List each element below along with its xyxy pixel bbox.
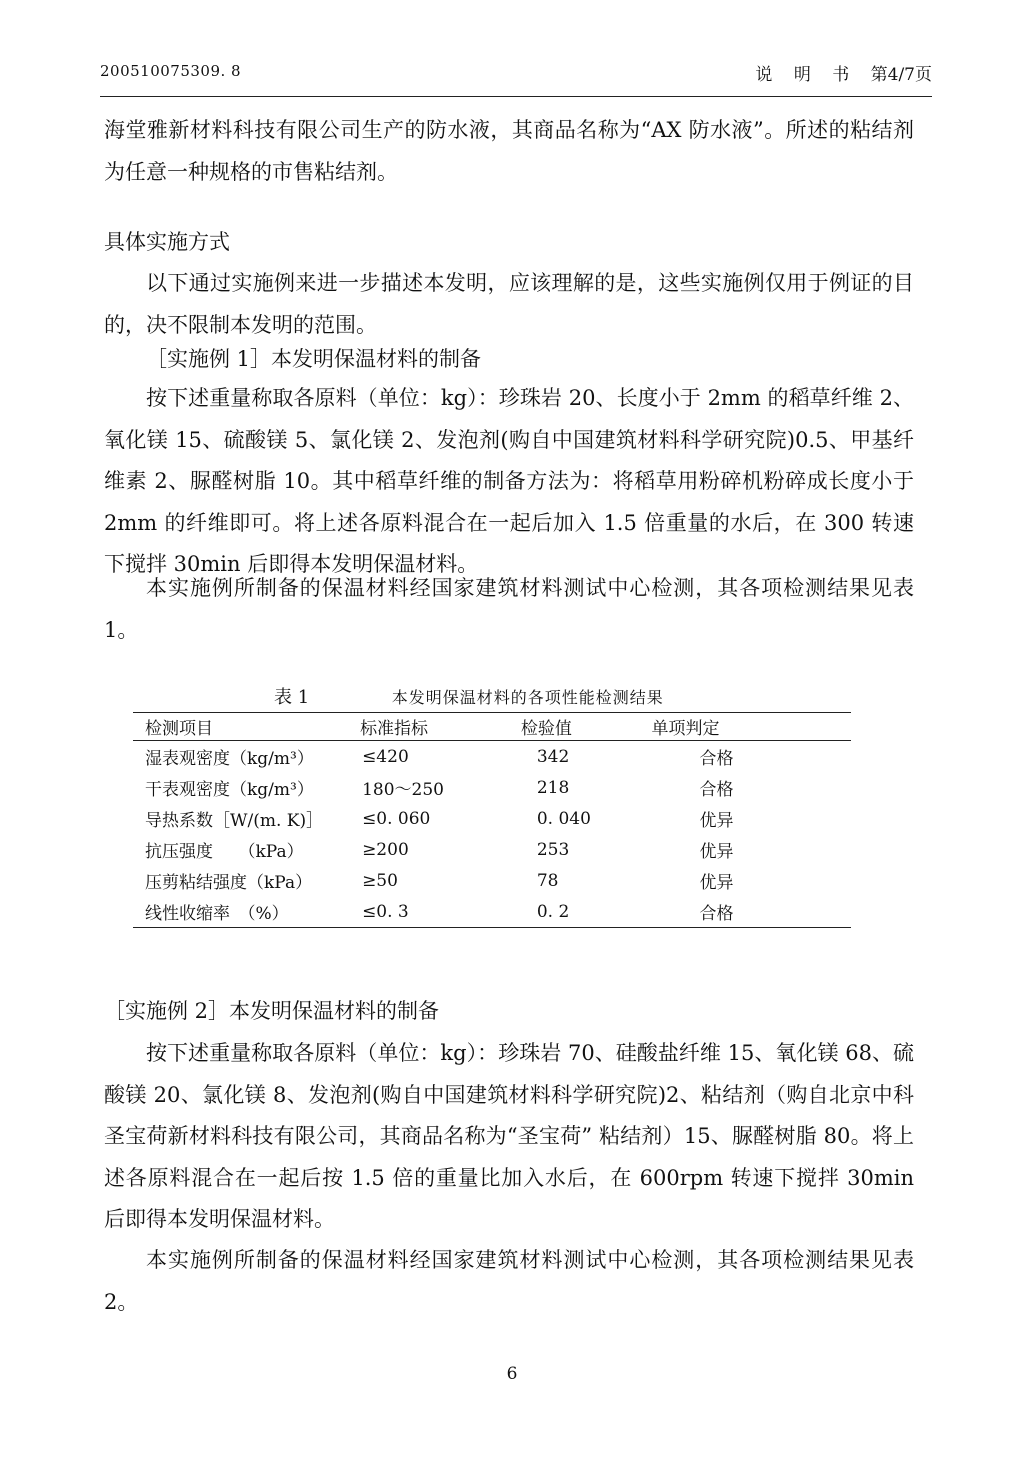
table-cell: 78 bbox=[536, 870, 559, 891]
table-row bbox=[133, 772, 851, 803]
paragraph-3: 按下述重量称取各原料（单位：kg）：珍珠岩 20、长度小于 2mm 的稻草纤维 2、氧化镁 15、硫酸镁 5、氯化镁 2、发泡剂(购自中国建筑材料科学研究院)0.5、甲基纤维素 2、脲醛树脂 10。其中稻草纤维的制备方法为：将稻草用粉碎机粉碎成长度小于 2mm 的纤维即可。将上述各原料混合在一起后加入 1.5 倍重量的水后，在 300 转速下搅拌 30min 后即得本发明保温材料。 bbox=[104, 386, 914, 576]
table-cell: 合格 bbox=[651, 896, 851, 928]
table-cell: ≥200 bbox=[362, 839, 409, 860]
results-table bbox=[133, 712, 851, 928]
section-heading: 具体实施方式 bbox=[104, 230, 230, 254]
table-cell: 合格 bbox=[699, 749, 734, 769]
table-cell: 0. 040 bbox=[536, 808, 591, 829]
table-cell: 导热系数［W/(m. K)］ bbox=[145, 811, 324, 831]
doc-type-char: 说 bbox=[755, 65, 773, 85]
doc-type-char: 书 bbox=[832, 65, 850, 85]
table-cell: 合格 bbox=[699, 780, 734, 800]
table-title: 本发明保温材料的各项性能检测结果 bbox=[391, 688, 664, 707]
column-header: 标准指标 bbox=[356, 713, 509, 741]
table-row bbox=[133, 803, 851, 834]
table-cell: ≥50 bbox=[362, 870, 398, 891]
table-caption bbox=[274, 683, 664, 709]
table-cell: 优异 bbox=[699, 842, 734, 862]
table-cell: 优异 bbox=[699, 873, 734, 893]
example-1-heading: ［实施例 1］本发明保温材料的制备 bbox=[146, 347, 482, 371]
paragraph-1: 海堂雅新材料科技有限公司生产的防水液，其商品名称为“AX 防水液”。所述的粘结剂为任意一种规格的市售粘结剂。 bbox=[104, 118, 914, 184]
table-cell: 优异 bbox=[699, 811, 734, 831]
paragraph-6: 本实施例所制备的保温材料经国家建筑材料测试中心检测，其各项检测结果见表 2。 bbox=[104, 1248, 914, 1314]
paragraph-2: 以下通过实施例来进一步描述本发明，应该理解的是，这些实施例仅用于例证的目的，决不限制本发明的范围。 bbox=[104, 271, 914, 337]
table-row bbox=[133, 834, 851, 865]
table-cell: ≤0. 060 bbox=[362, 808, 431, 829]
table-number: 表 1 bbox=[274, 687, 310, 708]
example-2-heading: ［实施例 2］本发明保温材料的制备 bbox=[104, 999, 440, 1023]
table-cell: 湿表观密度（kg/m³） bbox=[145, 749, 314, 769]
table-row bbox=[133, 865, 851, 896]
column-header: 检测项目 bbox=[133, 713, 356, 741]
column-header: 检验值 bbox=[509, 713, 652, 741]
table-cell: 180～250 bbox=[362, 780, 444, 800]
table-cell: ≤0. 3 bbox=[356, 896, 509, 928]
table-cell: 抗压强度 （kPa） bbox=[145, 842, 304, 862]
page-label: 第4/7页 bbox=[870, 65, 932, 85]
patent-number: 200510075309. 8 bbox=[100, 62, 242, 80]
table-cell: 0. 2 bbox=[509, 896, 652, 928]
doc-type-char: 明 bbox=[793, 65, 811, 85]
table-cell: 342 bbox=[536, 746, 570, 767]
header-rule bbox=[100, 96, 932, 97]
header-right bbox=[739, 60, 932, 85]
table-row bbox=[133, 741, 851, 773]
table-cell: 压剪粘结强度（kPa） bbox=[145, 873, 313, 893]
paragraph-5: 按下述重量称取各原料（单位：kg）：珍珠岩 70、硅酸盐纤维 15、氧化镁 68、硫酸镁 20、氯化镁 8、发泡剂(购自中国建筑材料科学研究院)2、粘结剂（购自北京中科圣宝荷新材料科技有限公司，其商品名称为“圣宝荷” 粘结剂）15、脲醛树脂 80。将上述各原料混合在一起后按 1.5 倍的重量比加入水后，在 600rpm 转速下搅拌 30min 后即得本发明保温材料。 bbox=[104, 1041, 914, 1231]
table-cell: 干表观密度（kg/m³） bbox=[145, 780, 314, 800]
column-header: 单项判定 bbox=[651, 713, 851, 741]
page-header bbox=[100, 60, 932, 94]
table-cell: 253 bbox=[536, 839, 570, 860]
table-cell: ≤420 bbox=[362, 746, 409, 767]
table-row bbox=[133, 896, 851, 928]
table-cell: 线性收缩率 （%） bbox=[133, 896, 356, 928]
paragraph-4: 本实施例所制备的保温材料经国家建筑材料测试中心检测，其各项检测结果见表 1。 bbox=[104, 576, 914, 642]
table-cell: 218 bbox=[536, 777, 570, 798]
table-header-row bbox=[133, 713, 851, 741]
page-number: 6 bbox=[506, 1364, 518, 1384]
